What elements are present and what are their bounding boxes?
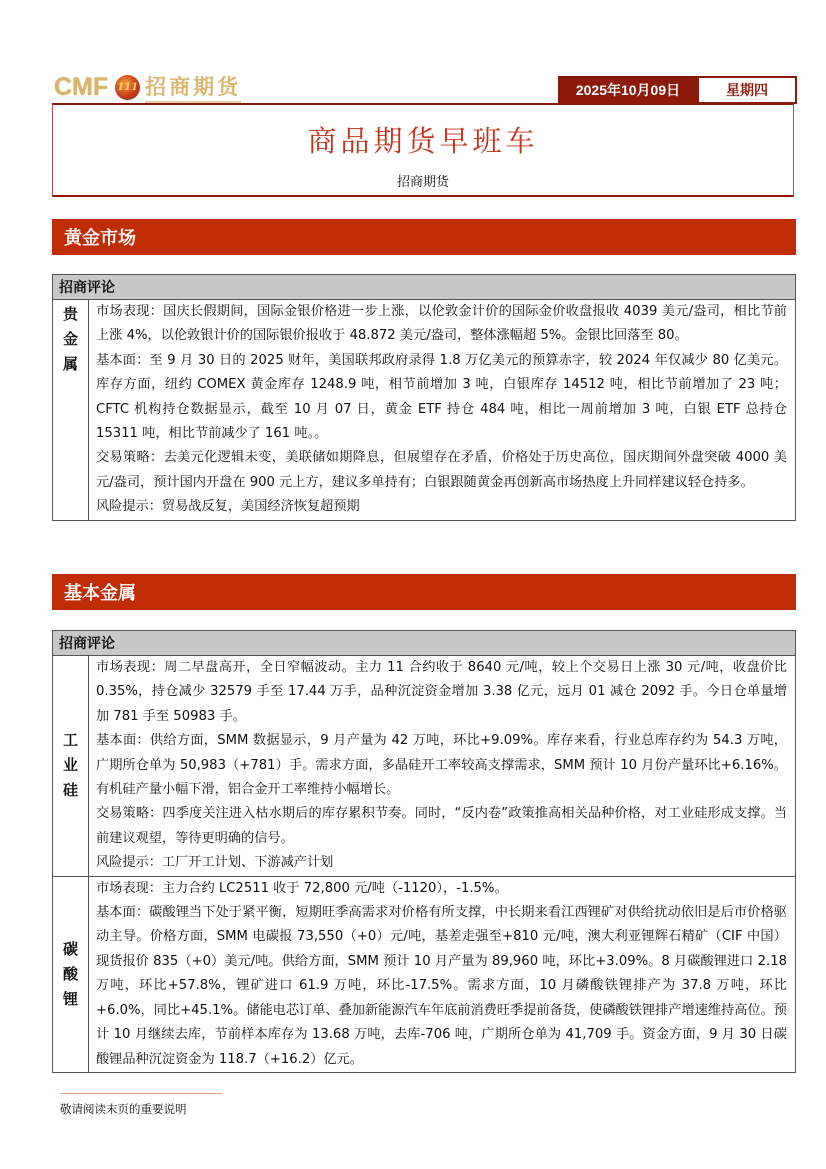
logo-chinese-name: 招商期货: [145, 71, 241, 103]
market-performance-text: 市场表现：国庆长假期间，国际金银价格进一步上涨，以伦敦金计价的国际金价收盘报收 4039 美元/盎司，相比节前上涨 4%，以伦敦银计价的国际银价报收于 48.872 美元/盎司，整体涨幅超 5%。金银比回落至 80。: [96, 304, 787, 344]
row-label-char: 贵: [62, 305, 78, 323]
section-header-gold: 黄金市场: [52, 219, 796, 255]
row-label-char: 业: [62, 756, 78, 775]
report-date: 2025年10月09日: [558, 76, 698, 104]
footer-disclaimer-note: 敬请阅读末页的重要说明: [60, 1102, 187, 1116]
trading-strategy-text: 交易策略：去美元化逻辑未变，美联储如期降息，但展望存在矛盾，价格处于历史高位，国庆期间外盘突破 4000 美元/盎司，预计国内开盘在 900 元上方，建议多单持有；白银跟随黄金再创新高市场热度上升同样建议轻仓持多。: [96, 450, 787, 490]
row-label: [53, 656, 89, 876]
row-content: [89, 656, 795, 876]
row-label-char: 锂: [62, 989, 78, 1008]
page-title: 商品期货早班车: [307, 124, 539, 158]
table-row-industrial-silicon: [53, 656, 795, 877]
row-content: [89, 300, 795, 520]
market-performance-text: 市场表现：主力合约 LC2511 收于 72,800 元/吨（-1120），-1.5%。: [96, 880, 508, 896]
fundamentals-text: 基本面：碳酸锂当下处于紧平衡，短期旺季高需求对价格有所支撑，中长期来看江西锂矿对供给扰动依旧是后市价格驱动主导。价格方面，SMM 电碳报 73,550（+0）元/吨，基差走强至+810 元/吨，澳大利亚锂辉石精矿（CIF 中国）现货报价 835（+0）美元/吨。供给方面，SMM 预计 10 月产量为 89,960 吨，环比+3.09%。8 月碳酸锂进口 2.18 万吨，环比+57.8%，锂矿进口 61.9 万吨，环比-17.5%。需求方面，10 月磷酸铁锂排产为 37.8 万吨，环比+6.0%，同比+45.1%。储能电芯订单、叠加新能源汽车年底前消费旺季提前备货，使磷酸铁锂排产增速维持高位。预计 10 月继续去库，节前样本库存为 13.68 万吨，去库-706 吨，广期所仓单为 41,709 手。资金方面，9 月 30 日碳酸锂品种沉淀资金为 118.7（+16.2）亿元。: [96, 905, 787, 1067]
title-frame: [52, 103, 794, 197]
page-subtitle: 招商期货: [396, 175, 449, 190]
comment-header: 招商评论: [53, 275, 795, 300]
row-label-char: 属: [62, 355, 78, 373]
fundamentals-text: 基本面：至 9 月 30 日的 2025 财年，美国联邦政府录得 1.8 万亿美元的预算赤字，较 2024 年仅减少 80 亿美元。库存方面，纽约 COMEX 黄金库存 1248.9 吨，相节前增加 3 吨，白银库存 14512 吨，相比节前增加了 23 吨；CFTC 机构持仓数据显示，截至 10 月 07 日，黄金 ETF 持仓 484 吨，相比一周前增加 3 吨，白银 ETF 总持仓 15311 吨，相比节前减少了 161 吨。。: [96, 352, 787, 442]
fundamentals-text: 基本面：供给方面，SMM 数据显示，9 月产量为 42 万吨，环比+9.09%。库存来看，行业总库存约为 54.3 万吨，广期所仓单为 50,983（+781）手。需求方面，多晶硅开工率较高支撑需求，SMM 预计 10 月份产量环比+6.16%。有机硅产量小幅下滑，铝合金开工率维持小幅增长。: [96, 733, 787, 798]
market-performance-text: 市场表现：周二早盘高开，全日窄幅波动。主力 11 合约收于 8640 元/吨，较上个交易日上涨 30 元/吨，收盘价比 0.35%，持仓减少 32579 手至 17.44 万手，品种沉淀资金增加 3.38 亿元，远月 01 减仓 2092 手。今日仓单量增加 781 手至 50983 手。: [96, 660, 787, 724]
logo-emblem-icon: 111: [115, 75, 140, 100]
row-label-char: 金: [62, 330, 78, 348]
footer-divider: [60, 1093, 222, 1094]
report-weekday: 星期四: [697, 76, 797, 104]
row-label-char: 硅: [62, 781, 78, 800]
risk-warning-text: 风险提示：贸易战反复，美国经济恢复超预期: [96, 499, 360, 515]
row-label-char: 酸: [62, 964, 78, 983]
row-content: [89, 877, 795, 1072]
comment-header: 招商评论: [53, 631, 795, 656]
table-row-lithium-carbonate: [53, 877, 795, 1072]
trading-strategy-text: 交易策略：四季度关注进入枯水期后的库存累积节奏。同时，“反内卷”政策推高相关品种价格，对工业硅形成支撑。当前建议观望，等待更明确的信号。: [96, 806, 787, 846]
table-row-precious-metals: [53, 300, 795, 520]
comment-table-gold: [52, 274, 796, 521]
risk-warning-text: 风险提示：工厂开工计划、下游减产计划: [96, 855, 334, 871]
row-label-char: 碳: [62, 939, 78, 958]
row-label: [53, 877, 89, 1072]
company-logo: [54, 72, 241, 102]
section-header-base-metals: 基本金属: [52, 574, 796, 610]
comment-table-base-metals: [52, 630, 796, 1073]
logo-latin: CMF: [54, 72, 109, 101]
row-label: [53, 300, 89, 520]
row-label-char: 工: [62, 731, 78, 750]
